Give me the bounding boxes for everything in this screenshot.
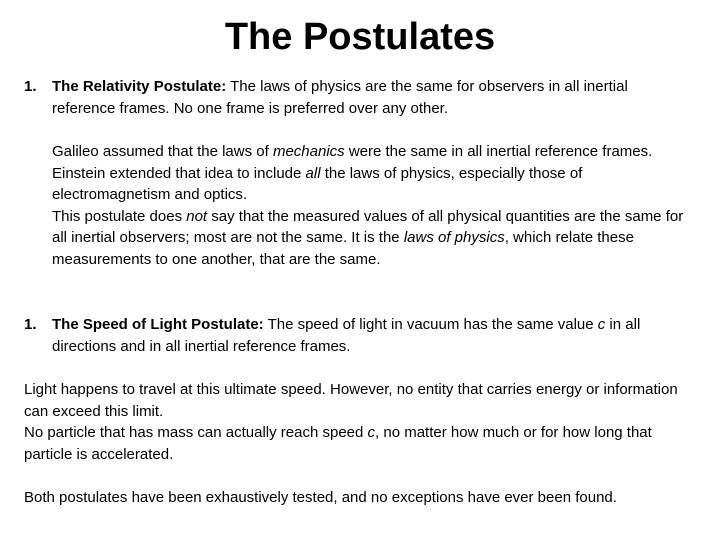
discussion-2-p2-part-b: , no matter how much or for how long that particle is accelerated. [24,424,652,463]
emphasis-mechanics: mechanics [272,143,345,160]
emphasis-c: c [597,316,606,333]
postulate-1 [24,76,694,119]
postulate-1-discussion [52,141,702,270]
postulate-2-text [24,314,694,357]
postulate-2 [24,314,694,357]
postulate-2-body-b: in all directions and in all inertial reference frames. [52,316,641,355]
postulate-1-body: The laws of physics are the same for observers in all inertial reference frames. No one frame is preferred over any other. [52,78,628,117]
postulate-2-body-a: The speed of light in vacuum has the same value [263,316,598,333]
discussion-1-paragraph-2 [52,206,702,271]
discussion-1-p2-part-a: This postulate does [52,207,187,225]
conclusion: Both postulates have been exhaustively tested, and no exceptions have ever been found. [24,489,617,506]
postulate-1-heading: The Relativity Postulate: [52,78,227,95]
postulate-2-heading: The Speed of Light Postulate: [52,316,264,333]
emphasis-laws-of-physics: laws of physics [403,229,505,246]
postulate-1-number: 1. [24,78,37,95]
discussion-1-paragraph-1 [52,141,702,206]
page-title: The Postulates [224,16,496,58]
discussion-1-p1-part-b: were the same in all inertial reference frames. Einstein extended that idea to include [52,143,653,182]
discussion-1-p2-part-b: say that the measured values of all physical quantities are the same for all inertial observers; most are not the same. It is the [52,207,684,246]
discussion-2-paragraph-2 [24,422,704,465]
discussion-2-p2-part-a: No particle that has mass can actually reach speed [24,424,368,441]
postulate-2-discussion [24,379,704,465]
discussion-2-paragraph-1: Light happens to travel at this ultimate speed. However, no entity that carries energy or information can exceed this limit. [24,381,678,420]
emphasis-all: all [305,164,321,182]
emphasis-not: not [186,207,208,225]
discussion-1-p1-part-a: Galileo assumed that the laws of [52,143,273,160]
discussion-1-p1-part-c: the laws of physics, especially those of electromagnetism and optics. [52,164,583,203]
postulate-1-text [24,76,694,119]
postulate-2-number: 1. [24,316,37,333]
discussion-1-p2-part-c: , which relate these measurements to one another, that are the same. [52,229,634,268]
emphasis-speed-c: c [367,424,376,441]
